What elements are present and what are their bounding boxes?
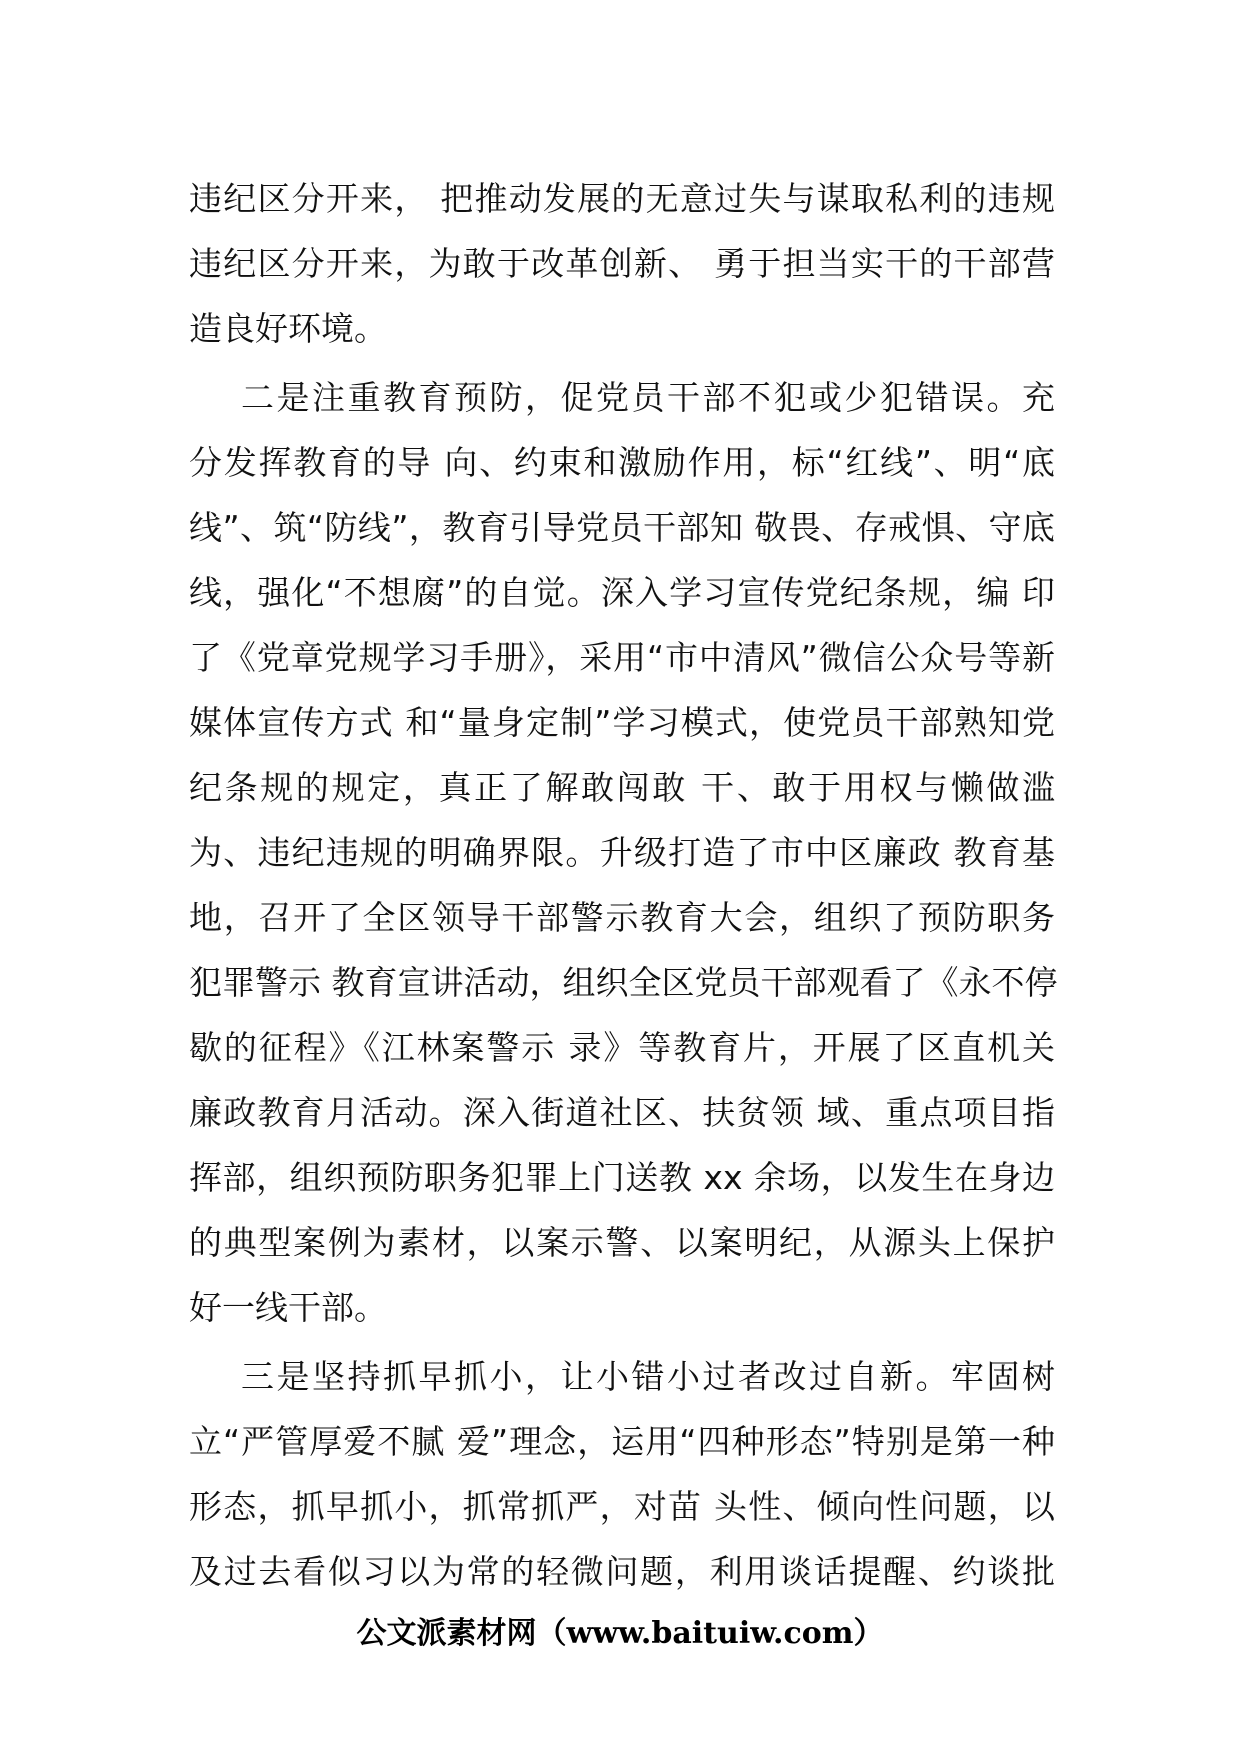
text-line: 线，强化“不想腐”的自觉。深入学习宣传党纪条规，编 印 [189, 573, 1055, 612]
text-line: 挥部，组织预防职务犯罪上门送教 xx 余场，以发生在身边 [189, 1158, 1055, 1197]
text-line: 分发挥教育的导 向、约束和激励作用，标“红线”、明“底 [189, 443, 1055, 482]
text-line: 形态，抓早抓小，抓常抓严，对苗 头性、倾向性问题，以 [189, 1487, 1055, 1526]
text-line: 廉政教育月活动。深入街道社区、扶贫领 域、重点项目指 [189, 1093, 1055, 1132]
text-line: 线”、筑“防线”，教育引导党员干部知 敬畏、存戒惧、守底 [189, 508, 1055, 547]
text-line: 为、违纪违规的明确界限。升级打造了市中区廉政 教育基 [189, 833, 1055, 872]
paragraph-1 [189, 166, 1055, 361]
text-line: 三是坚持抓早抓小，让小错小过者改过自新。牢固树 [189, 1357, 1055, 1396]
page-footer-watermark: 公文派素材网（www.baituiw.com） [356, 1616, 884, 1651]
text-line: 媒体宣传方式 和“量身定制”学习模式，使党员干部熟知党 [189, 703, 1055, 742]
text-line: 立“严管厚爱不腻 爱”理念，运用“四种形态”特别是第一种 [189, 1422, 1055, 1461]
text-line: 造良好环境。 [189, 309, 387, 348]
document-body [189, 166, 1058, 1604]
text-line: 地，召开了全区领导干部警示教育大会，组织了预防职务 [189, 898, 1055, 937]
text-line: 好一线干部。 [189, 1288, 387, 1327]
paragraph-2 [189, 365, 1058, 1340]
text-line: 二是注重教育预防，促党员干部不犯或少犯错误。充 [189, 378, 1055, 417]
text-line: 违纪区分开来， 把推动发展的无意过失与谋取私利的违规 [189, 179, 1055, 218]
text-line: 了《党章党规学习手册》，采用“市中清风”微信公众号等新 [189, 638, 1055, 677]
paragraph-3 [189, 1344, 1055, 1604]
text-line: 犯罪警示 教育宣讲活动，组织全区党员干部观看了《永不停 [189, 963, 1058, 1002]
text-line: 及过去看似习以为常的轻微问题，利用谈话提醒、约谈批 [189, 1552, 1055, 1591]
text-line: 歇的征程》《江林案警示 录》等教育片，开展了区直机关 [189, 1028, 1055, 1067]
text-line: 的典型案例为素材，以案示警、以案明纪，从源头上保护 [189, 1223, 1055, 1262]
text-line: 纪条规的规定，真正了解敢闯敢 干、敢于用权与懒做滥 [189, 768, 1055, 807]
text-line: 违纪区分开来，为敢于改革创新、 勇于担当实干的干部营 [189, 244, 1055, 283]
